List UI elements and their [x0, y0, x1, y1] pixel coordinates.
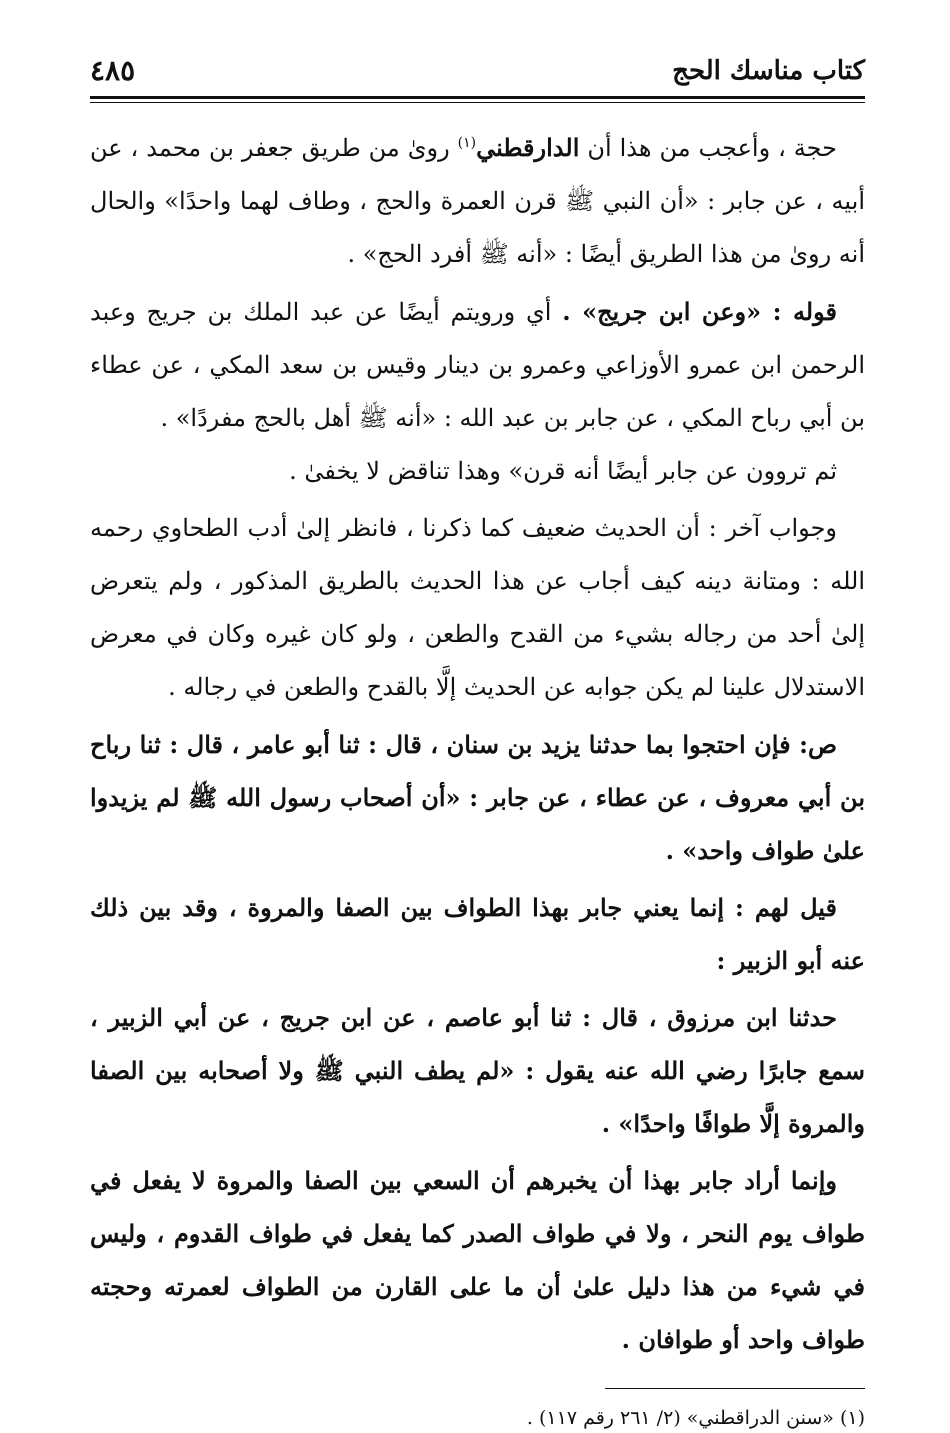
paragraph-4 [90, 502, 865, 714]
text-segment: أي ورويتم أيضًا عن عبد الملك بن جريج وعبد الرحمن ابن عمرو الأوزاعي وعمرو بن دينار وقيس بن سعد المكي ، عن عطاء بن أبي رباح المكي ، عن جابر بن عبد الله : «أنه ﷺ أهل بالحج مفردًا» . [90, 298, 865, 432]
paragraph-5 [90, 718, 865, 877]
paragraph-3 [90, 445, 865, 498]
footnote: (١) «سنن الدراقطني» (٢/ ٢٦١ رقم ١١٧) . [526, 1407, 865, 1429]
text-segment-bold: قوله : «وعن ابن جريج» . [562, 297, 837, 326]
text-segment: حجة ، وأعجب من هذا أن [579, 134, 838, 162]
text-segment: ثم تروون عن جابر أيضًا أنه قرن» وهذا تناقض لا يخفىٰ . [289, 457, 837, 485]
text-segment: وجواب آخر : أن الحديث ضعيف كما ذكرنا ، فانظر إلىٰ أدب الطحاوي رحمه الله : ومتانة دينه كيف أجاب عن هذا الحديث بالطريق المذكور ، ولم يتعرض إلىٰ أحد من رجاله بشيء من القدح والطعن ، ولو كان غيره وكان في معرض الاستدلال علينا لم يكن جوابه عن الحديث إلَّا بالقدح والطعن في رجاله . [90, 514, 865, 701]
text-segment-bold: وإنما أراد جابر بهذا أن يخبرهم أن السعي بين الصفا والمروة لا يفعل في طواف يوم النحر ، ولا في طواف الصدر كما يفعل في طواف القدوم ، وليس في شيء من هذا دليل علىٰ أن ما على القارن من الطواف لعمرته وحجته طواف واحد أو طوافان . [90, 1166, 866, 1354]
header-rule-thin [90, 102, 865, 103]
text-segment-bold: قيل لهم : إنما يعني جابر بهذا الطواف بين الصفا والمروة ، وقد بين ذلك عنه أبو الزبير : [90, 893, 865, 975]
paragraph-2 [90, 285, 865, 445]
text-segment-bold: ص: فإن احتجوا بما حدثنا يزيد بن سنان ، قال : ثنا أبو عامر ، قال : ثنا رباح بن أبي معروف ، عن عطاء ، عن جابر : «أن أصحاب رسول الله ﷺ لم يزيدوا علىٰ طواف واحد» . [90, 730, 865, 865]
main-text [90, 117, 865, 1366]
text-segment-bold: الدارقطني [476, 133, 580, 162]
paragraph-1 [90, 117, 865, 281]
page-header [90, 40, 865, 96]
header-rule-thick [90, 96, 865, 99]
page [90, 40, 865, 1433]
page-number: ٤٨٥ [90, 54, 136, 87]
text-segment-bold: حدثنا ابن مرزوق ، قال : ثنا أبو عاصم ، عن ابن جريج ، عن أبي الزبير ، سمع جابرًا رضي الله عنه يقول : «لم يطف النبي ﷺ ولا أصحابه بين الصفا والمروة إلَّا طوافًا واحدًا» . [90, 1003, 865, 1138]
text-segment: روىٰ من طريق جعفر بن محمد ، عن أبيه ، عن جابر : «أن النبي ﷺ قرن العمرة والحج ، وطاف لهما واحدًا» والحال أنه روىٰ من هذا الطريق أيضًا : «أنه ﷺ أفرد الحج» . [90, 134, 865, 268]
footnote-ref: (١) [457, 135, 477, 151]
paragraph-8 [90, 1154, 865, 1366]
book-title: كتاب مناسك الحج [672, 56, 865, 86]
paragraph-7 [90, 991, 865, 1150]
footnote-divider [605, 1388, 865, 1389]
paragraph-6 [90, 881, 865, 987]
